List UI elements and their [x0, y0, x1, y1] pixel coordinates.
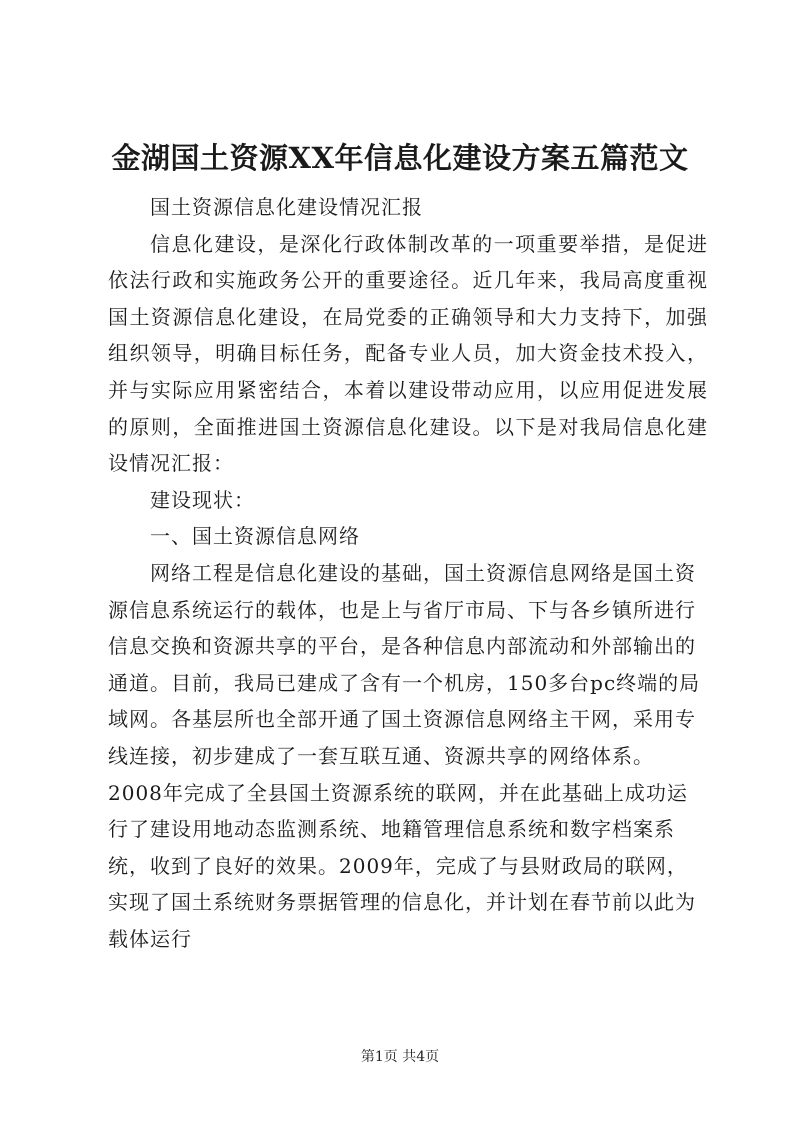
- paragraph-section-heading: 建设现状：: [150, 487, 255, 512]
- document-body: [108, 189, 708, 957]
- paragraph-subtitle: 国土资源信息化建设情况汇报: [150, 195, 423, 219]
- document-title: 金湖国土资源XX年信息化建设方案五篇范文: [111, 141, 689, 175]
- paragraph-network: 网络工程是信息化建设的基础，国土资源信息网络是国土资源信息系统运行的载体，也是上与省厅市局、下与各乡镇所进行信息交换和资源共享的平台，是各种信息内部流动和外部输出的通道。目前，我局已建成了含有一个机房，150多台pc终端的局域网。各基层所也全部开通了国土资源信息网络主干网，采用专线连接，初步建成了一套互联互通、资源共享的网络体系。2008年完成了全县国土资源系统的联网，并在此基础上成功运行了建设用地动态监测系统、地籍管理信息系统和数字档案系统，收到了良好的效果。2009年，完成了与县财政局的联网，实现了国土系统财务票据管理的信息化，并计划在春节前以此为载体运行: [108, 560, 701, 951]
- paragraph-intro: 信息化建设，是深化行政体制改革的一项重要举措，是促进依法行政和实施政务公开的重要途径。近几年来，我局高度重视国土资源信息化建设，在局党委的正确领导和大力支持下，加强组织领导，明确目标任务，配备专业人员，加大资金技术投入，并与实际应用紧密结合，本着以建设带动应用，以应用促进发展的原则，全面推进国土资源信息化建设。以下是对我局信息化建设情况汇报：: [108, 231, 708, 476]
- page-footer: 第1页 共4页: [360, 1049, 440, 1065]
- paragraph-subsection-heading: 一、国土资源信息网络: [150, 524, 360, 549]
